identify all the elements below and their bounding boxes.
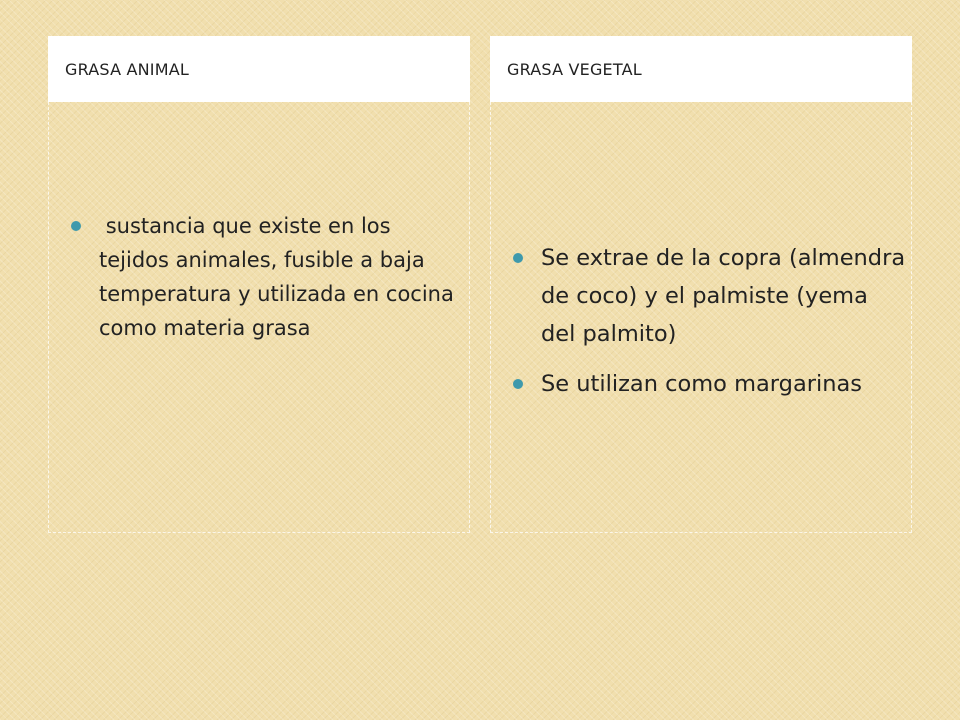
column-body [490, 102, 912, 533]
column-header [48, 36, 470, 102]
bullet-icon [71, 221, 81, 231]
bullet-icon [513, 379, 523, 389]
bullet-list [513, 239, 908, 403]
bullet-item [513, 365, 908, 403]
column-header [490, 36, 912, 102]
bullet-item [71, 209, 461, 345]
bullet-text: Se utilizan como margarinas [541, 371, 862, 397]
bullet-item [513, 239, 908, 353]
column-body [48, 102, 470, 533]
bullet-icon [513, 253, 523, 263]
bullet-text: Se extrae de la copra (almendra de coco) y el palmiste (yema del palmito) [541, 245, 906, 347]
column-header-text: GRASA ANIMAL [65, 59, 189, 79]
column-grasa-animal [48, 36, 470, 533]
bullet-text: sustancia que existe en los tejidos animales, fusible a baja temperatura y utilizada en cocina como materia grasa [99, 214, 461, 340]
column-grasa-vegetal [490, 36, 912, 533]
bullet-list [71, 209, 461, 345]
column-header-text: GRASA VEGETAL [507, 59, 642, 79]
